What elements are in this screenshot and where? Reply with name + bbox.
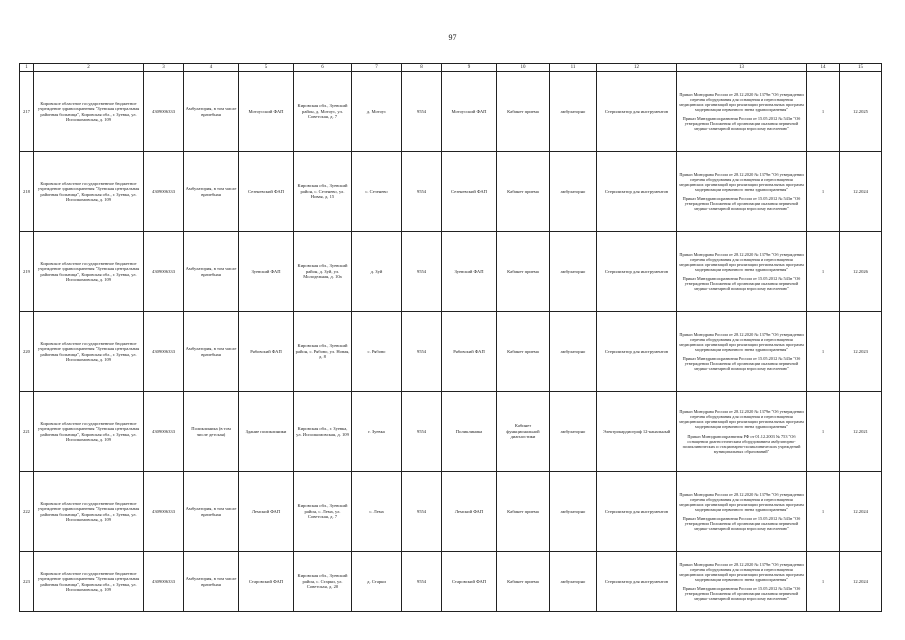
regulation-cell [677,312,807,392]
building-cell: Рябовский ФАП [239,312,294,392]
care-condition-cell: амбулаторно [550,232,597,312]
subdivision-cell: Сезеневский ФАП [442,152,497,232]
regulation-text: Приказ Минздравсоцразвития РФ от 01.12.2003 № 753 "Об оснащении диагностическим оборудованием амбулаторно-поликлинических и стационарно-поликлинических учреждений муниципальных образований" [682,433,801,454]
unit-type-cell: Амбулатория, в том числе врачебная [184,72,239,152]
population-cell: 9554 [402,312,442,392]
row-number: 223 [20,552,34,612]
regulation-cell [677,472,807,552]
organization-cell: Кировское областное государственное бюджетное учреждение здравоохранения "Зуевская центральная районная больница", Кировская обл., г. Зуевка, ул. Исполкомовская, д. 109 [34,472,144,552]
settlement-cell: с. Сезенево [352,152,402,232]
address-cell: Кировская обл., Зуевский район, д. Мотоус, ул. Советская, д. 7 [294,72,352,152]
settlement-cell: г. Зуевка [352,392,402,472]
unit-type-cell: Амбулатория, в том числе врачебная [184,232,239,312]
unit-type-cell: Амбулатория, в том числе врачебная [184,552,239,612]
column-header: 12 [597,64,677,72]
inn-cell: 4309006333 [144,232,184,312]
regulation-text: Приказ Минздрава России от 28.12.2020 № 1379н "Об утверждении перечня оборудования для оснащения и переоснащения медицинских организаций при реализации региональных программ модернизации первичного звена здравоохранения" [679,251,804,272]
table-row [20,552,882,612]
regulation-text: Приказ Минздравсоцразвития России от 15.05.2012 № 543н "Об утверждении Положения об организации оказания первичной медико-санитарной помощи взрослому населению" [682,516,801,532]
regulation-cell [677,552,807,612]
organization-cell: Кировское областное государственное бюджетное учреждение здравоохранения "Зуевская центральная районная больница", Кировская обл., г. Зуевка, ул. Исполкомовская, д. 109 [34,232,144,312]
date-cell: 12.2023 [840,312,882,392]
cabinet-cell: Кабинет приема [497,72,550,152]
row-number: 218 [20,152,34,232]
cabinet-cell: Кабинет приема [497,232,550,312]
date-cell: 12.2026 [840,232,882,312]
regulation-text: Приказ Минздравсоцразвития России от 15.05.2012 № 543н "Об утверждении Положения об организации оказания первичной медико-санитарной помощи взрослому населению" [682,116,801,132]
regulation-text: Приказ Минздрава России от 28.12.2020 № 1379н "Об утверждении перечня оборудования для оснащения и переоснащения медицинских организаций при реализации региональных программ модернизации первичного звена здравоохранения" [679,91,804,112]
care-condition-cell: амбулаторно [550,472,597,552]
building-cell: Мотоусский ФАП [239,72,294,152]
table-row [20,152,882,232]
row-number: 221 [20,392,34,472]
date-cell: 12.2021 [840,392,882,472]
settlement-cell: с. Рябово [352,312,402,392]
column-header: 1 [20,64,34,72]
building-cell: Здание поликлиники [239,392,294,472]
equipment-cell: Стерилизатор для инструментов [597,152,677,232]
regulation-text: Приказ Минздрава России от 28.12.2020 № 1379н "Об утверждении перечня оборудования для оснащения и переоснащения медицинских организаций при реализации региональных программ модернизации первичного звена здравоохранения" [679,561,804,582]
header-row [20,64,882,72]
column-header: 7 [352,64,402,72]
subdivision-cell: Рябовский ФАП [442,312,497,392]
table-row [20,232,882,312]
regulation-text: Приказ Минздравсоцразвития России от 15.05.2012 № 543н "Об утверждении Положения об организации оказания первичной медико-санитарной помощи взрослому населению" [682,276,801,292]
regulation-text: Приказ Минздрава России от 28.12.2020 № 1379н "Об утверждении перечня оборудования для оснащения и переоснащения медицинских организаций при реализации региональных программ модернизации первичного звена здравоохранения" [679,171,804,192]
column-header: 6 [294,64,352,72]
population-cell: 9554 [402,472,442,552]
organization-cell: Кировское областное государственное бюджетное учреждение здравоохранения "Зуевская центральная районная больница", Кировская обл., г. Зуевка, ул. Исполкомовская, д. 109 [34,152,144,232]
column-header: 9 [442,64,497,72]
inn-cell: 4309006333 [144,152,184,232]
table-row [20,392,882,472]
cabinet-cell: Кабинет приема [497,472,550,552]
population-cell: 9554 [402,552,442,612]
building-cell: Сезеневский ФАП [239,152,294,232]
regulation-cell [677,232,807,312]
subdivision-cell: Зуевский ФАП [442,232,497,312]
address-cell: Кировская обл., г. Зуевка, ул. Исполкомовская, д. 109 [294,392,352,472]
column-header: 10 [497,64,550,72]
inn-cell: 4309006333 [144,552,184,612]
quantity-cell: 1 [807,312,840,392]
cabinet-cell: Кабинет функциональной диагностики [497,392,550,472]
equipment-cell: Стерилизатор для инструментов [597,312,677,392]
care-condition-cell: амбулаторно [550,72,597,152]
organization-cell: Кировское областное государственное бюджетное учреждение здравоохранения "Зуевская центральная районная больница", Кировская обл., г. Зуевка, ул. Исполкомовская, д. 109 [34,552,144,612]
address-cell: Кировская обл., Зуевский район, с. Сезенево, ул. Новая, д. 15 [294,152,352,232]
column-header: 14 [807,64,840,72]
address-cell: Кировская обл., Зуевский район, с. Рябово, ул. Новая, д. 8 [294,312,352,392]
organization-cell: Кировское областное государственное бюджетное учреждение здравоохранения "Зуевская центральная районная больница", Кировская обл., г. Зуевка, ул. Исполкомовская, д. 109 [34,392,144,472]
regulation-text: Приказ Минздрава России от 28.12.2020 № 1379н "Об утверждении перечня оборудования для оснащения и переоснащения медицинских организаций при реализации региональных программ модернизации первичного звена здравоохранения" [679,331,804,352]
population-cell: 9554 [402,72,442,152]
subdivision-cell: Старовский ФАП [442,552,497,612]
row-number: 220 [20,312,34,392]
organization-cell: Кировское областное государственное бюджетное учреждение здравоохранения "Зуевская центральная районная больница", Кировская обл., г. Зуевка, ул. Исполкомовская, д. 109 [34,312,144,392]
quantity-cell: 1 [807,232,840,312]
settlement-cell: д. Старки [352,552,402,612]
regulation-cell [677,392,807,472]
organization-cell: Кировское областное государственное бюджетное учреждение здравоохранения "Зуевская центральная районная больница", Кировская обл., г. Зуевка, ул. Исполкомовская, д. 109 [34,72,144,152]
subdivision-cell: Мотоусский ФАП [442,72,497,152]
regulation-cell [677,72,807,152]
quantity-cell: 1 [807,392,840,472]
quantity-cell: 1 [807,152,840,232]
building-cell: Лемский ФАП [239,472,294,552]
cabinet-cell: Кабинет приема [497,552,550,612]
population-cell: 9554 [402,152,442,232]
population-cell: 9554 [402,392,442,472]
inn-cell: 4309006333 [144,312,184,392]
row-number: 219 [20,232,34,312]
column-header: 15 [840,64,882,72]
column-header: 4 [184,64,239,72]
regulation-text: Приказ Минздравсоцразвития России от 15.05.2012 № 543н "Об утверждении Положения об организации оказания первичной медико-санитарной помощи взрослому населению" [682,196,801,212]
column-header: 8 [402,64,442,72]
table-row [20,312,882,392]
care-condition-cell: амбулаторно [550,152,597,232]
column-header: 5 [239,64,294,72]
address-cell: Кировская обл., Зуевский район, с. Лема, ул. Советская, д. 7 [294,472,352,552]
regulation-text: Приказ Минздравсоцразвития России от 15.05.2012 № 543н "Об утверждении Положения об организации оказания первичной медико-санитарной помощи взрослому населению" [682,586,801,602]
date-cell: 12.2024 [840,552,882,612]
column-header: 2 [34,64,144,72]
table-row [20,472,882,552]
subdivision-cell: Поликлиника [442,392,497,472]
row-number: 217 [20,72,34,152]
care-condition-cell: амбулаторно [550,552,597,612]
inn-cell: 4309006333 [144,392,184,472]
settlement-cell: д. Зуй [352,232,402,312]
equipment-cell: Стерилизатор для инструментов [597,72,677,152]
equipment-cell: Стерилизатор для инструментов [597,232,677,312]
unit-type-cell: Амбулатория, в том числе врачебная [184,472,239,552]
date-cell: 12.2024 [840,472,882,552]
date-cell: 12.2025 [840,72,882,152]
population-cell: 9554 [402,232,442,312]
unit-type-cell: Поликлиника (в том числе детская) [184,392,239,472]
building-cell: Старовский ФАП [239,552,294,612]
equipment-cell: Стерилизатор для инструментов [597,552,677,612]
settlement-cell: д. Мотоус [352,72,402,152]
regulation-text: Приказ Минздрава России от 28.12.2020 № 1379н "Об утверждении перечня оборудования для оснащения и переоснащения медицинских организаций при реализации региональных программ модернизации первичного звена здравоохранения" [679,409,804,430]
regulation-text: Приказ Минздрава России от 28.12.2020 № 1379н "Об утверждении перечня оборудования для оснащения и переоснащения медицинских организаций при реализации региональных программ модернизации первичного звена здравоохранения" [679,491,804,512]
table-row [20,72,882,152]
unit-type-cell: Амбулатория, в том числе врачебная [184,312,239,392]
column-header: 11 [550,64,597,72]
regulation-cell [677,152,807,232]
quantity-cell: 1 [807,72,840,152]
quantity-cell: 1 [807,472,840,552]
inn-cell: 4309006333 [144,472,184,552]
subdivision-cell: Лемский ФАП [442,472,497,552]
care-condition-cell: амбулаторно [550,392,597,472]
address-cell: Кировская обл., Зуевский район, д. Зуй, ул. Молодежная, д. 10а [294,232,352,312]
equipment-cell: Электрокардиограф 12-канальный [597,392,677,472]
cabinet-cell: Кабинет приема [497,152,550,232]
settlement-cell: с. Лема [352,472,402,552]
column-header: 13 [677,64,807,72]
cabinet-cell: Кабинет приема [497,312,550,392]
equipment-registry-table [19,63,882,612]
regulation-text: Приказ Минздравсоцразвития России от 15.05.2012 № 543н "Об утверждении Положения об организации оказания первичной медико-санитарной помощи взрослому населению" [682,356,801,372]
page-number: 97 [448,33,457,42]
building-cell: Зуевский ФАП [239,232,294,312]
care-condition-cell: амбулаторно [550,312,597,392]
equipment-cell: Стерилизатор для инструментов [597,472,677,552]
row-number: 222 [20,472,34,552]
date-cell: 12.2024 [840,152,882,232]
column-header: 3 [144,64,184,72]
inn-cell: 4309006333 [144,72,184,152]
address-cell: Кировская обл., Зуевский район, с. Старки, ул. Советская, д. 20 [294,552,352,612]
quantity-cell: 1 [807,552,840,612]
unit-type-cell: Амбулатория, в том числе врачебная [184,152,239,232]
